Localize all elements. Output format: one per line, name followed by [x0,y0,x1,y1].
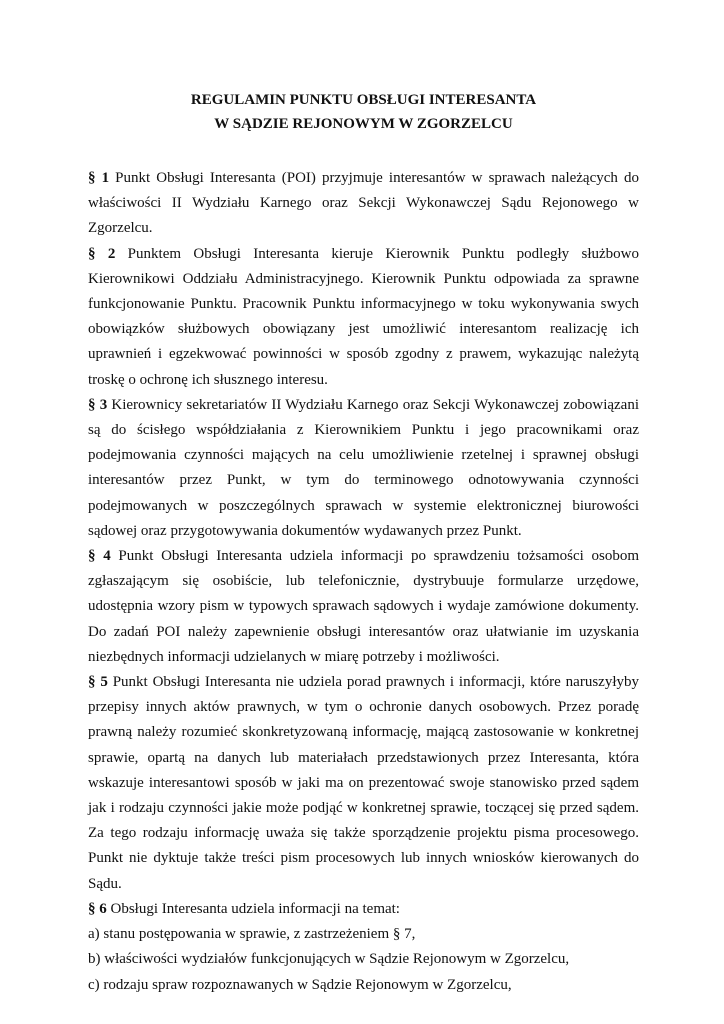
document-page [88,88,639,998]
paragraph-1 [88,166,639,242]
paragraph-text: Obsługi Interesanta udziela informacji na temat: [106,900,400,917]
list-item-b: b) właściwości wydziałów funkcjonujących w Sądzie Rejonowym w Zgorzelcu, [88,951,570,968]
paragraph-2 [88,242,639,393]
paragraph-text: Punkt Obsługi Interesanta (POI) przyjmuje interesantów w sprawach należących do właściwości II Wydziału Karnego oraz Sekcji Wykonawczej Sądu Rejonowego w Zgorzelcu. [88,170,639,237]
list-item-a: a) stanu postępowania w sprawie, z zastrzeżeniem § 7, [88,926,416,943]
document-body [88,166,639,998]
section-number: § 5 [88,674,108,691]
paragraph-text: Punkt Obsługi Interesanta udziela informacji po sprawdzeniu tożsamości osobom zgłaszającym się osobiście, lub telefonicznie, dystrybuuje formularze urzędowe, udostępnia wzory pism w typowych sprawach sądowych i wydaje zamówione dokumenty. Do zadań POI należy zapewnienie obsługi interesantów oraz ułatwianie im uzyskania niezbędnych informacji udzielanych w miarę potrzeby i możliwości. [88,548,639,665]
section-number: § 6 [88,900,107,917]
paragraph-text: Punkt Obsługi Interesanta nie udziela porad prawnych i informacji, które naruszyłyby przepisy innych aktów prawnych, w tym o ochronie danych osobowych. Przez poradę prawną należy rozumieć skonkretyzowaną informację, mającą zastosowanie w konkretnej sprawie, opartą na danych lub materiałach przedstawionych przez Interesanta, która wskazuje interesantowi sposób w jaki ma on prezentować swoje stanowisko przed sądem jak i rodzaju czynności jakie może podjąć w konkretnej sprawie, toczącej się przed sądem. Za tego rodzaju informację uważa się także sporządzenie projektu pisma procesowego. Punkt nie dyktuje także treści pism procesowych lub innych wniosków kierowanych do Sądu. [88,674,639,892]
paragraph-text: Kierownicy sekretariatów II Wydziału Karnego oraz Sekcji Wykonawczej zobowiązani są do ścisłego współdziałania z Kierownikiem Punktu i jego pracownikami oraz podejmowania czynności mających na celu umożliwienie rzetelnej i sprawnej obsługi interesantów przez Punkt, w tym do terminowego odnotowywania czynności podejmowanych w poszczególnych sprawach w systemie elektronicznej biurowości sądowej oraz przygotowywania dokumentów wydawanych przez Punkt. [88,396,640,539]
paragraph-text: Punktem Obsługi Interesanta kieruje Kierownik Punktu podległy służbowo Kierownikowi Oddziału Administracyjnego. Kierownik Punktu odpowiada za sprawne funkcjonowanie Punktu. Pracownik Punktu informacyjnego w toku wykonywania swych obowiązków służbowych obowiązany jest umożliwić interesantom realizację ich uprawnień i egzekwować powinności w sposób zgodny z prawem, wykazując należytą troskę o ochronę ich słusznego interesu. [88,245,639,388]
section-number: § 2 [88,245,116,262]
paragraph-3 [88,393,639,544]
section-number: § 3 [88,396,108,413]
document-title-line-1: REGULAMIN PUNKTU OBSŁUGI INTERESANTA [190,92,537,108]
section-number: § 1 [88,170,110,186]
paragraph-6 [88,897,639,922]
section-number: § 4 [88,548,111,565]
list-item-c: c) rodzaju spraw rozpoznawanych w Sądzie Rejonowym w Zgorzelcu, [88,976,512,993]
document-title-line-2: W SĄDZIE REJONOWYM W ZGORZELCU [214,116,513,132]
paragraph-4 [88,544,639,670]
paragraph-5 [88,670,639,897]
